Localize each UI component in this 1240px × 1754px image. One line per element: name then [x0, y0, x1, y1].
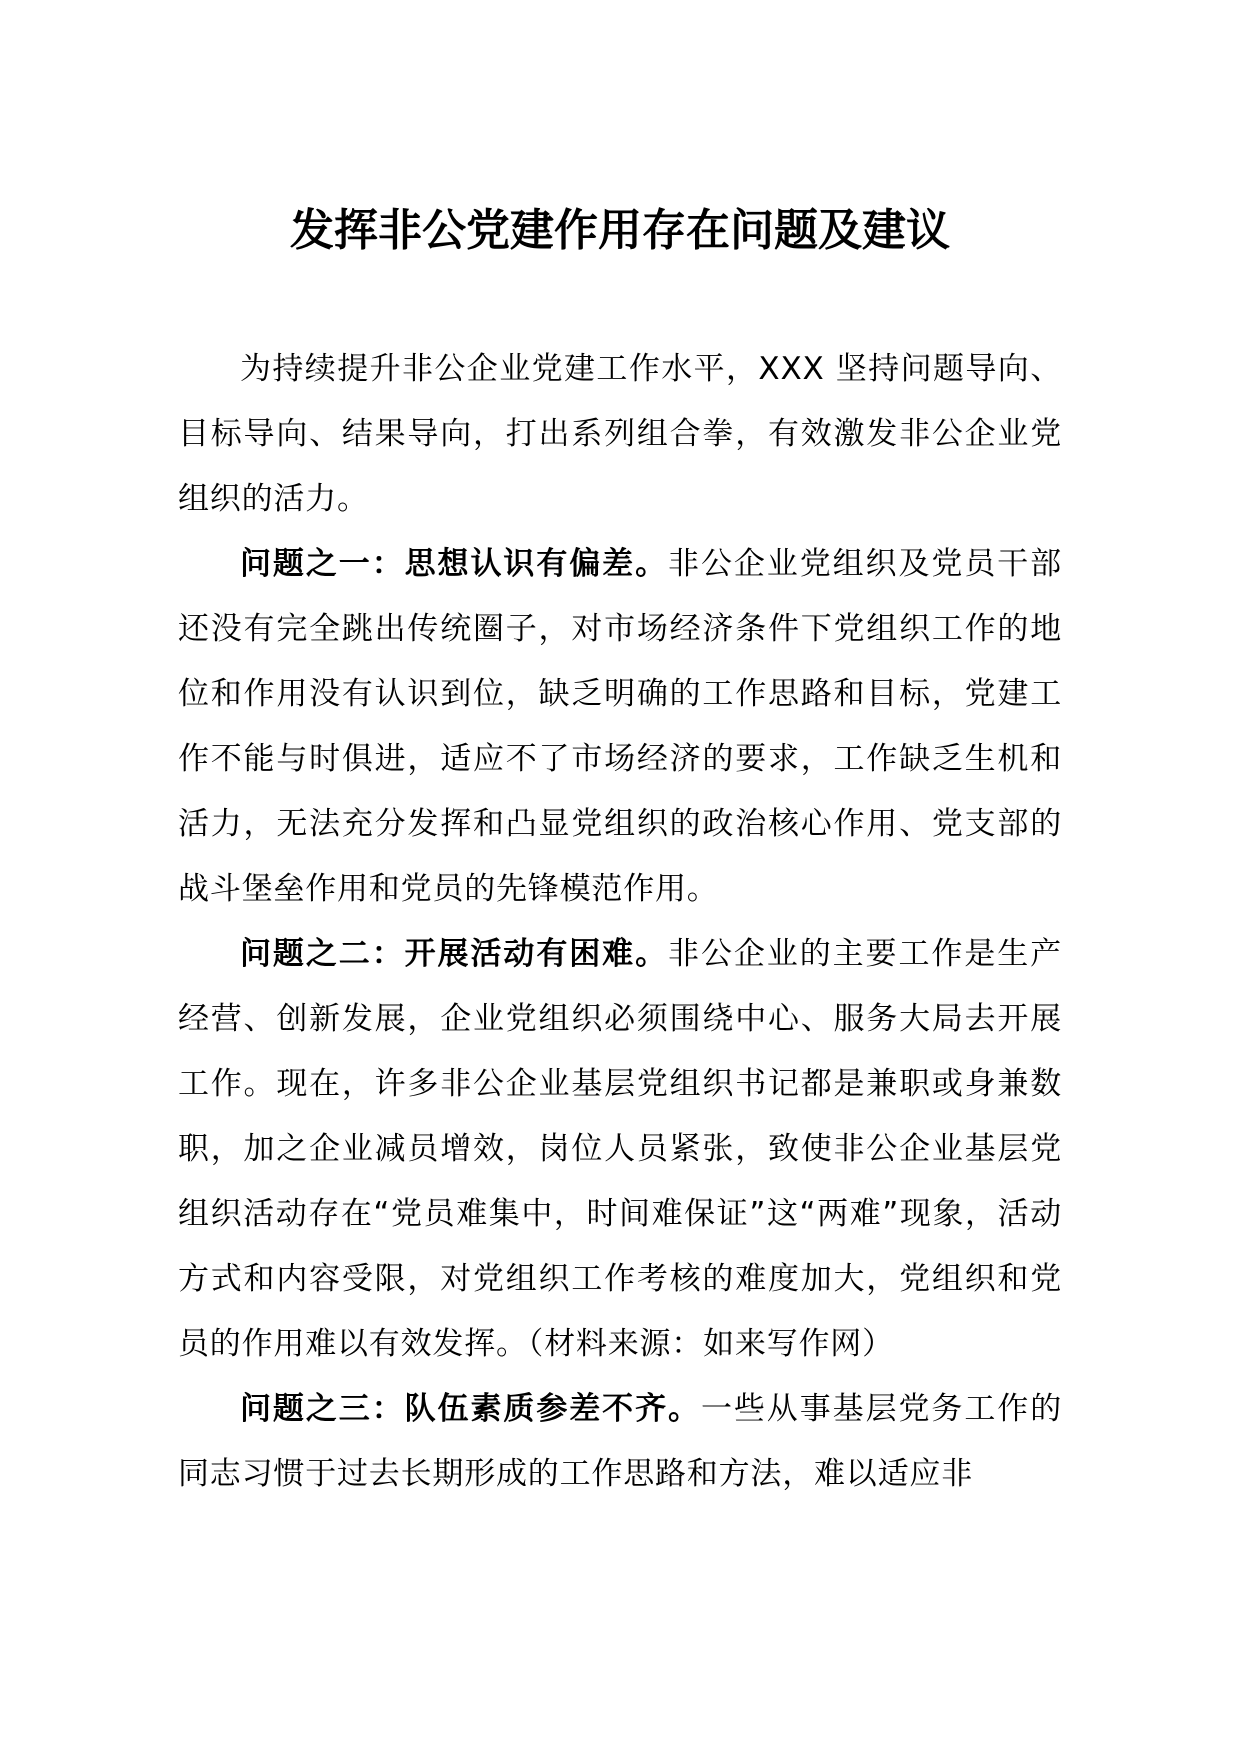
paragraph-problem-3 — [178, 1377, 1062, 1507]
paragraph-text: 非公企业党组织及党员干部还没有完全跳出传统圈子，对市场经济条件下党组织工作的地位和作用没有认识到位，缺乏明确的工作思路和目标，党建工作不能与时俱进，适应不了市场经济的要求，工作缺乏生机和活力，无法充分发挥和凸显党组织的政治核心作用、党支部的战斗堡垒作用和党员的先锋模范作用。 — [178, 546, 1062, 907]
paragraph-text: 非公企业的主要工作是生产经营、创新发展，企业党组织必须围绕中心、服务大局去开展工作。现在，许多非公企业基层党组织书记都是兼职或身兼数职，加之企业减员增效，岗位人员紧张，致使非公企业基层党组织活动存在“党员难集中，时间难保证”这“两难”现象，活动方式和内容受限，对党组织工作考核的难度加大，党组织和党员的作用难以有效发挥。（材料来源：如来写作网） — [178, 936, 1062, 1362]
paragraph-heading: 问题之三：队伍素质参差不齐。 — [240, 1391, 701, 1427]
paragraph-heading: 问题之二：开展活动有困难。 — [240, 936, 669, 972]
paragraph-problem-1 — [178, 532, 1062, 922]
paragraph-intro — [178, 337, 1062, 532]
paragraph-text: 一些从事基层党务工作的同志习惯于过去长期形成的工作思路和方法，难以适应非 — [178, 1391, 1062, 1492]
paragraph-problem-2 — [178, 922, 1062, 1377]
paragraph-text: 为持续提升非公企业党建工作水平，XXX 坚持问题导向、目标导向、结果导向，打出系列组合拳，有效激发非公企业党组织的活力。 — [178, 351, 1062, 517]
document-page — [178, 205, 1062, 1725]
paragraph-heading: 问题之一：思想认识有偏差。 — [240, 546, 669, 582]
document-title: 发挥非公党建作用存在问题及建议 — [290, 205, 950, 256]
